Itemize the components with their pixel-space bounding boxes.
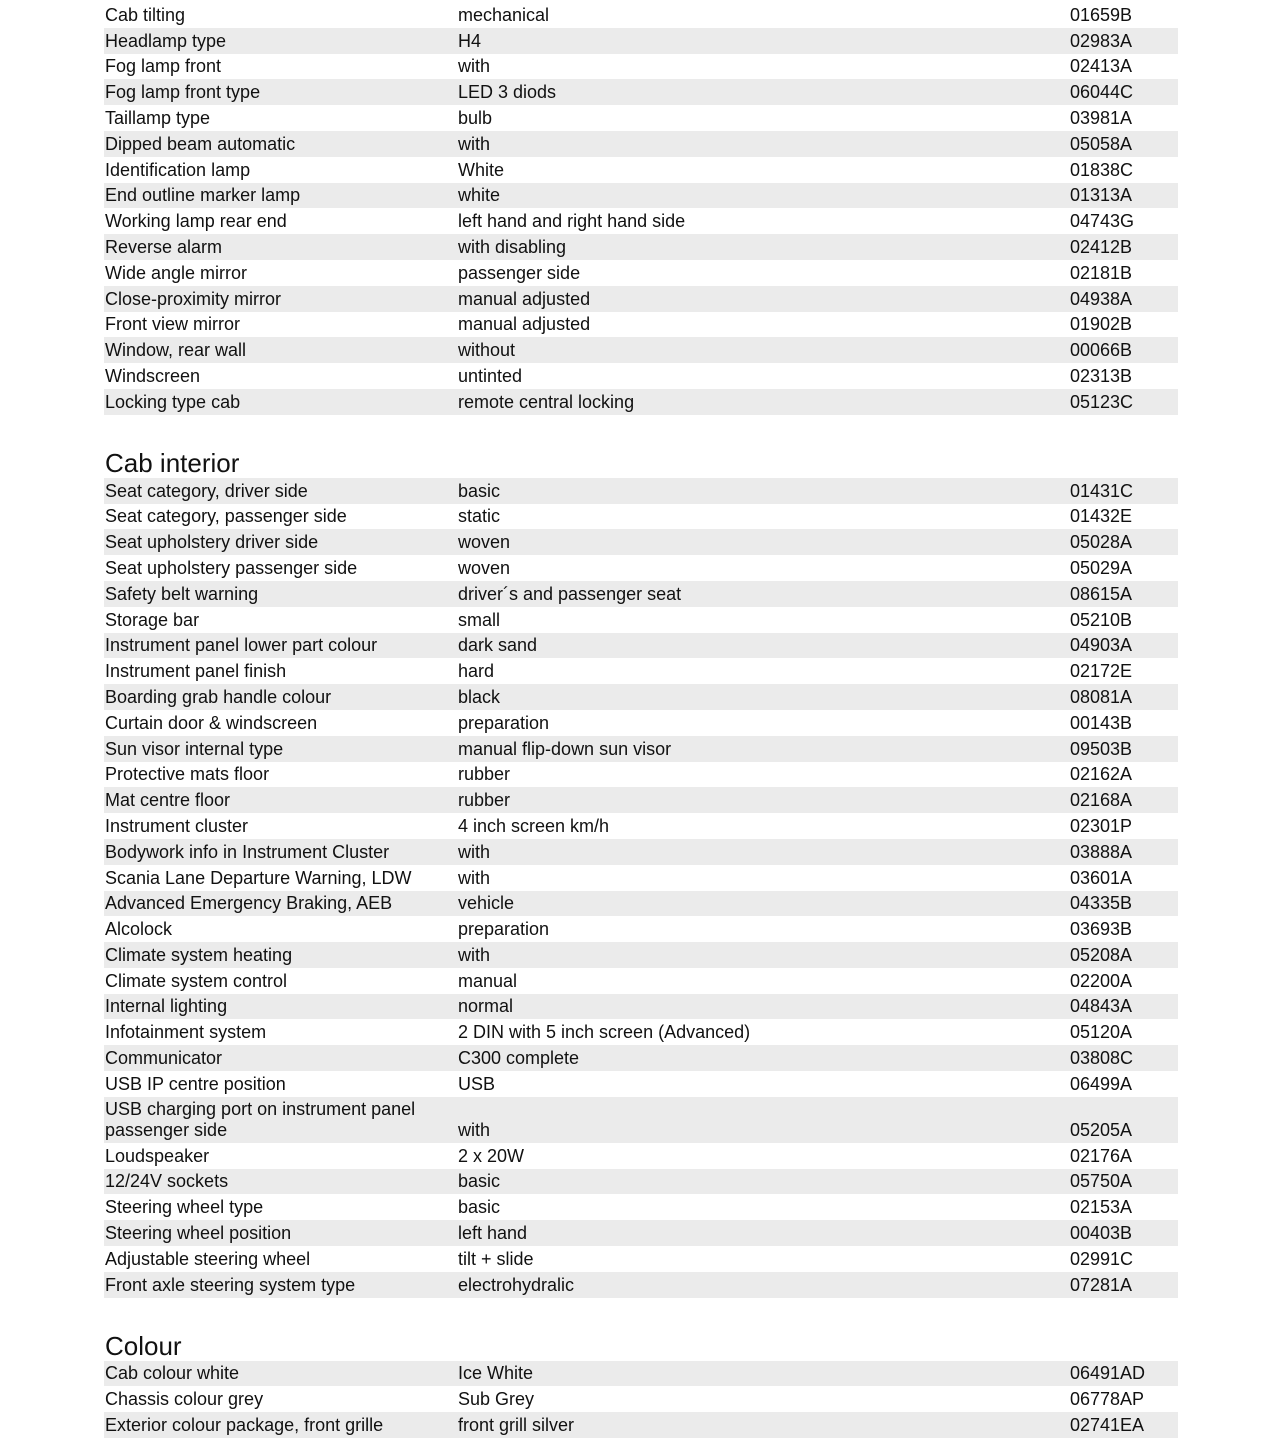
table-row <box>104 54 1178 80</box>
spec-code: 05028A <box>1070 532 1133 553</box>
spec-name: Instrument panel finish <box>105 661 287 682</box>
spec-value: passenger side <box>458 262 581 283</box>
spec-code: 02991C <box>1070 1248 1134 1269</box>
table-row <box>104 891 1178 917</box>
spec-code: 01432E <box>1070 506 1133 527</box>
table-row <box>104 312 1178 338</box>
spec-code: 08081A <box>1070 686 1133 707</box>
table-row <box>104 787 1178 813</box>
spec-value: Sub Grey <box>458 1389 535 1410</box>
table-row <box>104 1412 1178 1438</box>
spec-value: bulb <box>458 107 493 128</box>
spec-value: with <box>458 944 491 965</box>
spec-name: Seat upholstery driver side <box>105 532 319 553</box>
spec-name: Sun visor internal type <box>105 738 284 759</box>
spec-value: C300 complete <box>458 1048 580 1069</box>
spec-code: 01431C <box>1070 480 1134 501</box>
spec-code: 03981A <box>1070 107 1133 128</box>
spec-value: White <box>458 159 505 180</box>
spec-value: 2 DIN with 5 inch screen (Advanced) <box>458 1022 751 1043</box>
spec-code: 05210B <box>1070 609 1133 630</box>
table-row <box>104 1386 1178 1412</box>
table-row <box>104 1169 1178 1195</box>
spec-code: 04743G <box>1070 211 1135 232</box>
spec-value: with disabling <box>458 236 567 257</box>
spec-name: 12/24V sockets <box>105 1171 229 1192</box>
spec-code: 05029A <box>1070 557 1133 578</box>
spec-code: 05120A <box>1070 1022 1133 1043</box>
spec-code: 02741EA <box>1070 1415 1145 1436</box>
table-row <box>104 633 1178 659</box>
table-row <box>104 916 1178 942</box>
spec-code: 02983A <box>1070 30 1133 51</box>
spec-value: manual flip-down sun visor <box>458 738 672 759</box>
spec-name: Alcolock <box>105 919 173 940</box>
table-row <box>104 1194 1178 1220</box>
spec-value: electrohydralic <box>458 1274 575 1295</box>
spec-name: Bodywork info in Instrument Cluster <box>105 841 390 862</box>
spec-code: 05750A <box>1070 1171 1133 1192</box>
spec-name: Steering wheel position <box>105 1223 292 1244</box>
spec-value: remote central locking <box>458 391 635 412</box>
spec-value: with <box>458 1119 491 1140</box>
table-row <box>104 736 1178 762</box>
spec-code: 03601A <box>1070 867 1133 888</box>
spec-name: Internal lighting <box>105 996 228 1017</box>
spec-name: Infotainment system <box>105 1022 267 1043</box>
spec-code: 03888A <box>1070 841 1133 862</box>
spec-code: 02176A <box>1070 1145 1133 1166</box>
spec-value: vehicle <box>458 893 515 914</box>
spec-value: with <box>458 133 491 154</box>
table-row <box>104 839 1178 865</box>
exterior-spec-table <box>104 2 1178 415</box>
spec-value: without <box>458 340 516 361</box>
section-title-cab-interior: Cab interior <box>105 447 240 478</box>
table-row <box>104 183 1178 209</box>
spec-code: 06491AD <box>1070 1363 1146 1384</box>
spec-name: Window, rear wall <box>105 340 247 361</box>
spec-value: Ice White <box>458 1363 534 1384</box>
spec-name: Scania Lane Departure Warning, LDW <box>105 867 412 888</box>
spec-name: Front view mirror <box>105 314 241 335</box>
spec-name: Headlamp type <box>105 30 227 51</box>
spec-value: static <box>458 506 501 527</box>
spec-name: Locking type cab <box>105 391 241 412</box>
table-row <box>104 1071 1178 1097</box>
table-row <box>104 865 1178 891</box>
spec-name: Wide angle mirror <box>105 262 248 283</box>
spec-value: mechanical <box>458 4 550 25</box>
spec-name: USB IP centre position <box>105 1073 286 1094</box>
table-row <box>104 684 1178 710</box>
spec-name: Instrument cluster <box>105 815 249 836</box>
spec-code: 03693B <box>1070 919 1133 940</box>
spec-page <box>104 2 1178 1438</box>
table-row <box>104 555 1178 581</box>
spec-value: driver´s and passenger seat <box>458 583 682 604</box>
table-row <box>104 607 1178 633</box>
spec-name: Reverse alarm <box>105 236 223 257</box>
spec-code: 06778AP <box>1070 1389 1145 1410</box>
spec-value: dark sand <box>458 635 538 656</box>
spec-code: 03808C <box>1070 1048 1134 1069</box>
table-row <box>104 1097 1178 1143</box>
table-row <box>104 942 1178 968</box>
spec-value: untinted <box>458 365 523 386</box>
table-row <box>104 363 1178 389</box>
spec-value: basic <box>458 1197 501 1218</box>
table-row <box>104 105 1178 131</box>
spec-code: 05123C <box>1070 391 1134 412</box>
cab-interior-spec-table <box>104 478 1178 1298</box>
table-row <box>104 260 1178 286</box>
spec-name: Cab tilting <box>105 4 186 25</box>
spec-name: Climate system control <box>105 970 288 991</box>
spec-value: front grill silver <box>458 1415 575 1436</box>
spec-code: 07281A <box>1070 1274 1133 1295</box>
spec-name: Working lamp rear end <box>105 211 287 232</box>
table-row <box>104 478 1178 504</box>
table-row <box>104 1019 1178 1045</box>
spec-name: Chassis colour grey <box>105 1389 264 1410</box>
spec-code: 01902B <box>1070 314 1133 335</box>
spec-value: preparation <box>458 712 550 733</box>
table-row <box>104 1246 1178 1272</box>
spec-code: 04903A <box>1070 635 1133 656</box>
table-row <box>104 1143 1178 1169</box>
spec-value: normal <box>458 996 514 1017</box>
table-row <box>104 2 1178 28</box>
spec-name: Cab colour white <box>105 1363 240 1384</box>
spec-value: black <box>458 686 501 707</box>
spec-name: Curtain door & windscreen <box>105 712 318 733</box>
spec-name: Exterior colour package, front grille <box>105 1415 384 1436</box>
spec-code: 00403B <box>1070 1223 1133 1244</box>
spec-value: preparation <box>458 919 550 940</box>
spec-code: 02412B <box>1070 236 1133 257</box>
table-row <box>104 504 1178 530</box>
spec-code: 01313A <box>1070 185 1133 206</box>
spec-code: 04938A <box>1070 288 1133 309</box>
spec-code: 02153A <box>1070 1197 1133 1218</box>
spec-name: Loudspeaker <box>105 1145 210 1166</box>
spec-value: basic <box>458 1171 501 1192</box>
spec-code: 06499A <box>1070 1073 1133 1094</box>
spec-name: Safety belt warning <box>105 583 259 604</box>
spec-name: Seat category, passenger side <box>105 506 347 527</box>
spec-name: Dipped beam automatic <box>105 133 296 154</box>
spec-value: with <box>458 56 491 77</box>
spec-code: 05205A <box>1070 1119 1133 1140</box>
spec-value: with <box>458 867 491 888</box>
colour-spec-table <box>104 1361 1178 1438</box>
table-row <box>104 968 1178 994</box>
spec-value: basic <box>458 480 501 501</box>
spec-value: manual <box>458 970 518 991</box>
spec-code: 02162A <box>1070 764 1133 785</box>
spec-value: small <box>458 609 501 630</box>
spec-value: 4 inch screen km/h <box>458 815 610 836</box>
spec-name: Identification lamp <box>105 159 251 180</box>
table-row <box>104 658 1178 684</box>
spec-name: Seat category, driver side <box>105 480 308 501</box>
spec-name: USB charging port on instrument panel passenger side <box>105 1098 416 1140</box>
spec-value: tilt + slide <box>458 1248 534 1269</box>
spec-code: 00066B <box>1070 340 1133 361</box>
table-row <box>104 994 1178 1020</box>
table-row <box>104 208 1178 234</box>
table-row <box>104 234 1178 260</box>
spec-code: 09503B <box>1070 738 1133 759</box>
table-row <box>104 157 1178 183</box>
spec-code: 08615A <box>1070 583 1133 604</box>
spec-code: 04843A <box>1070 996 1133 1017</box>
table-row <box>104 337 1178 363</box>
spec-name: Fog lamp front <box>105 56 222 77</box>
spec-code: 01659B <box>1070 4 1133 25</box>
spec-name: Climate system heating <box>105 944 293 965</box>
spec-value: woven <box>458 532 511 553</box>
spec-name: Advanced Emergency Braking, AEB <box>105 893 393 914</box>
spec-name: Close-proximity mirror <box>105 288 282 309</box>
spec-code: 05058A <box>1070 133 1133 154</box>
table-row <box>104 581 1178 607</box>
table-row <box>104 529 1178 555</box>
spec-code: 02301P <box>1070 815 1133 836</box>
spec-name: Fog lamp front type <box>105 82 261 103</box>
spec-name: Boarding grab handle colour <box>105 686 332 707</box>
spec-value: manual adjusted <box>458 288 591 309</box>
spec-code: 06044C <box>1070 82 1134 103</box>
table-row <box>104 389 1178 415</box>
spec-name: Steering wheel type <box>105 1197 264 1218</box>
spec-name: Instrument panel lower part colour <box>105 635 378 656</box>
spec-value: left hand and right hand side <box>458 211 686 232</box>
spec-value: LED 3 diods <box>458 82 557 103</box>
spec-code: 01838C <box>1070 159 1134 180</box>
spec-code: 00143B <box>1070 712 1133 733</box>
table-row <box>104 131 1178 157</box>
table-row <box>104 710 1178 736</box>
spec-name: Windscreen <box>105 365 201 386</box>
spec-name: Front axle steering system type <box>105 1274 356 1295</box>
spec-name: Adjustable steering wheel <box>105 1248 311 1269</box>
table-row <box>104 1045 1178 1071</box>
table-row <box>104 28 1178 54</box>
spec-name: Taillamp type <box>105 107 211 128</box>
spec-value: with <box>458 841 491 862</box>
spec-code: 02172E <box>1070 661 1133 682</box>
table-row <box>104 1361 1178 1387</box>
spec-value: USB <box>458 1073 496 1094</box>
spec-value: woven <box>458 557 511 578</box>
spec-value: left hand <box>458 1223 528 1244</box>
spec-code: 02413A <box>1070 56 1133 77</box>
spec-code: 02181B <box>1070 262 1133 283</box>
spec-name: Seat upholstery passenger side <box>105 557 358 578</box>
table-row <box>104 762 1178 788</box>
table-row <box>104 286 1178 312</box>
spec-name: Mat centre floor <box>105 790 231 811</box>
spec-value: H4 <box>458 30 482 51</box>
spec-value: rubber <box>458 790 511 811</box>
spec-name: End outline marker lamp <box>105 185 301 206</box>
spec-value: white <box>458 185 501 206</box>
spec-code: 05208A <box>1070 944 1133 965</box>
section-title-colour: Colour <box>105 1330 182 1361</box>
spec-code: 02200A <box>1070 970 1133 991</box>
table-row <box>104 813 1178 839</box>
table-row <box>104 1272 1178 1298</box>
spec-name: Communicator <box>105 1048 223 1069</box>
spec-name: Protective mats floor <box>105 764 270 785</box>
spec-code: 04335B <box>1070 893 1133 914</box>
spec-value: 2 x 20W <box>458 1145 525 1166</box>
spec-value: hard <box>458 661 495 682</box>
spec-code: 02168A <box>1070 790 1133 811</box>
spec-value: rubber <box>458 764 511 785</box>
table-row <box>104 1220 1178 1246</box>
table-row <box>104 79 1178 105</box>
spec-code: 02313B <box>1070 365 1133 386</box>
spec-name: Storage bar <box>105 609 200 630</box>
spec-value: manual adjusted <box>458 314 591 335</box>
